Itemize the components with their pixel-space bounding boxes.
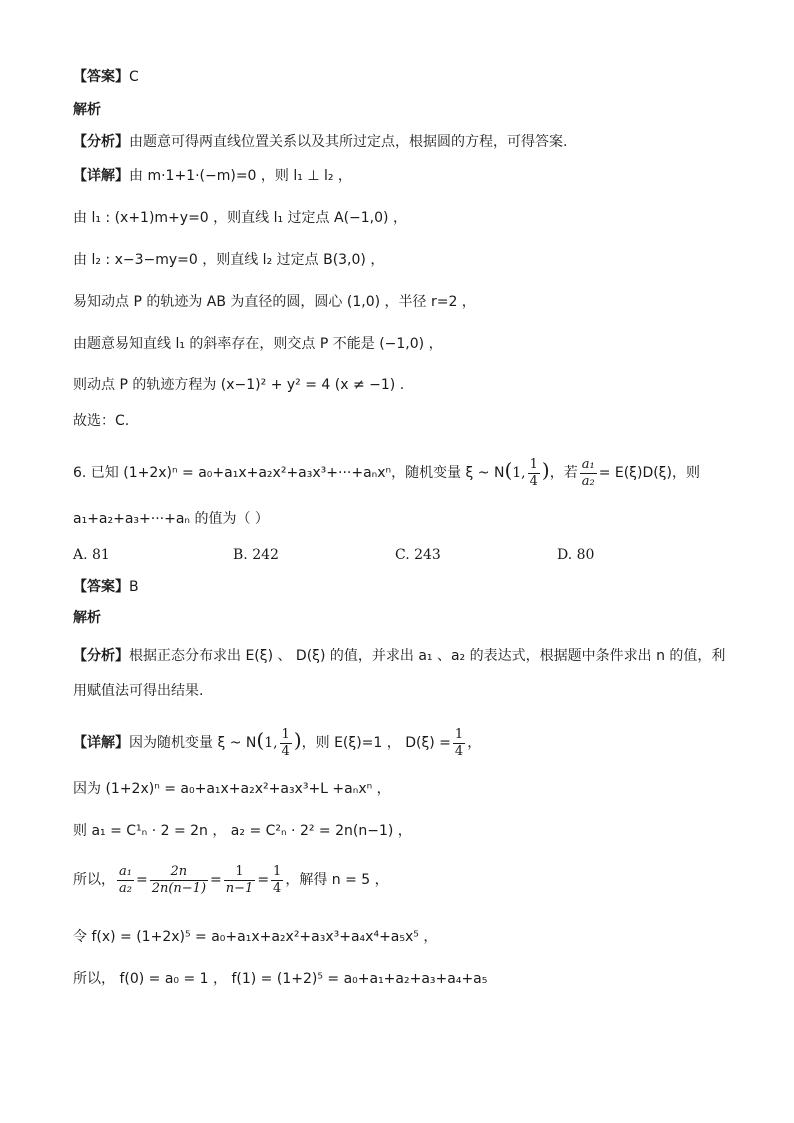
detail-line-5: 由题意易知直线 l₁ 的斜率存在，则交点 P 不能是 (−1,0) ， — [73, 336, 443, 352]
fenxi-line-1 — [73, 131, 567, 153]
fraction-one-quarter-2: $\frac{1}{4}$ — [281, 726, 290, 759]
stem-part2: ，若 — [549, 465, 578, 481]
option-d[interactable]: D. 80 — [557, 547, 595, 563]
xiangjie-tag: 【详解】 — [73, 168, 129, 184]
option-a[interactable]: A. 81 — [73, 547, 110, 563]
detail-line-3: 由 l₂ : x−3−my=0 ，则直线 l₂ 过定点 B(3,0) ， — [73, 252, 385, 268]
detail1-a: 因为随机变量 ξ ~ N — [129, 735, 257, 751]
fenxi-tag: 【分析】 — [73, 134, 129, 150]
detail1-b: ，则 E(ξ)=1 ， D(ξ) = — [301, 735, 451, 751]
answer-tag: 【答案】 — [73, 69, 129, 85]
detail2-line-3: 则 a₁ = C¹ₙ · 2 = 2n ， a₂ = C²ₙ · 2² = 2n(n−1) ， — [73, 823, 412, 839]
detail-line-6: 则动点 P 的轨迹方程为 (x−1)² + y² = 4 (x ≠ −1) . — [73, 377, 405, 393]
stem-part1: 6. 已知 (1+2x)ⁿ = a₀+a₁x+a₂x²+a₃x³+···+aₙxⁿ，随机变量 ξ ~ N — [73, 465, 505, 481]
detail4-e: ，解得 n = 5 ， — [285, 872, 389, 888]
detail2-line-2: 因为 (1+2x)ⁿ = a₀+a₁x+a₂x²+a₃x³+L +aₙxⁿ ， — [73, 781, 391, 797]
detail-line-2: 由 l₁ : (x+1)m+y=0 ，则直线 l₁ 过定点 A(−1,0) ， — [73, 210, 407, 226]
fraction-a1-a2: $\frac{\text{a₁}}{\text{a₂}}$ — [581, 456, 595, 489]
fraction-1-n-1: $\frac{1}{n-1}$ — [225, 863, 254, 896]
detail4-a: 所以， — [73, 872, 115, 888]
detail1-c: ， — [467, 735, 482, 751]
answer-value: C — [129, 69, 139, 85]
fenxi-line-2b: 用赋值法可得出结果. — [73, 683, 204, 699]
detail2-line-4 — [73, 862, 389, 898]
analysis-heading-text-2: 解析 — [73, 610, 101, 626]
fraction-2n: $\frac{2n}{2n(n-1)}$ — [151, 863, 207, 896]
fraction-1-4: $\frac{1}{4}$ — [273, 863, 282, 896]
fraction-one-quarter: $\frac{1}{4}$ — [529, 456, 538, 489]
fenxi-text-2a: 根据正态分布求出 E(ξ) 、 D(ξ) 的值，并求出 a₁ 、a₂ 的表达式，根据题中条件求出 n 的值，利 — [129, 648, 726, 664]
fraction-one-quarter-3: $\frac{1}{4}$ — [454, 726, 464, 759]
question-6-stem-line2: a₁+a₂+a₃+···+aₙ 的值为（ ） — [73, 511, 269, 527]
detail-text: 由 m·1+1·(−m)=0 ，则 l₁ ⊥ l₂ ， — [129, 168, 352, 184]
detail4-c: = — [210, 872, 222, 888]
detail-line-4: 易知动点 P 的轨迹为 AB 为直径的圆，圆心 (1,0) ，半径 r=2 ， — [73, 294, 476, 310]
xiangjie-tag-2: 【详解】 — [73, 735, 129, 751]
detail4-b: = — [135, 872, 148, 888]
fenxi-tag-2: 【分析】 — [73, 648, 129, 664]
paren-open-icon-2: ( — [256, 728, 265, 752]
detail2-line-1 — [73, 722, 481, 761]
question-6-stem — [73, 452, 700, 491]
fenxi-line-2a — [73, 645, 725, 667]
stem-part3: = E(ξ)D(ξ)，则 — [598, 465, 700, 481]
detail1-n-params: 1, — [264, 735, 278, 751]
option-b[interactable]: B. 242 — [233, 547, 279, 563]
paren-open-icon: ( — [504, 458, 513, 482]
stem-n-params: 1, — [512, 465, 526, 481]
analysis-heading-1 — [73, 99, 101, 121]
answer-tag-2: 【答案】 — [73, 579, 129, 595]
detail2-line-6: 所以， f(0) = a₀ = 1 ， f(1) = (1+2)⁵ = a₀+a₁+a₂+a₃+a₄+a₅ — [73, 971, 488, 987]
detail2-line-5: 令 f(x) = (1+2x)⁵ = a₀+a₁x+a₂x²+a₃x³+a₄x⁴+a₅x⁵ ， — [73, 929, 438, 945]
option-c[interactable]: C. 243 — [395, 547, 441, 563]
answer-value-2: B — [129, 579, 139, 595]
analysis-heading: 解析 — [73, 102, 101, 118]
answer-line-1 — [73, 66, 139, 88]
paren-close-icon: ) — [541, 458, 550, 482]
paren-close-icon-2: ) — [293, 728, 302, 752]
fraction-a1-a2-2: $\frac{\text{a₁}}{\text{a₂}}$ — [119, 863, 132, 896]
conclusion-line: 故选：C. — [73, 413, 130, 429]
analysis-heading-2 — [73, 607, 101, 629]
detail-line-1 — [73, 165, 352, 187]
detail4-d: = — [257, 872, 270, 888]
answer-line-2 — [73, 576, 139, 598]
fenxi-text: 由题意可得两直线位置关系以及其所过定点，根据圆的方程，可得答案. — [129, 134, 568, 150]
